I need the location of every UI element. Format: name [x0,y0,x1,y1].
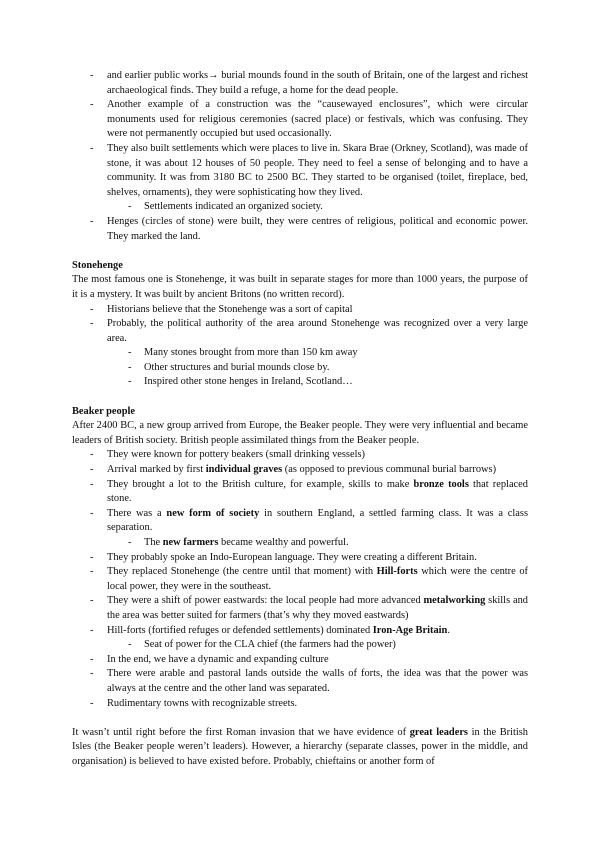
list-item [72,594,528,623]
stonehenge-paragraph: The most famous one is Stonehenge, it was built in separate stages for more than 1000 years, the purpose of it is a mystery. It was built by ancient Britons (no written record). [72,274,528,300]
text-run: They were a shift of power eastwards: the local people had more advanced [107,595,424,607]
list-item [72,697,528,712]
sub-list-item [72,375,528,390]
dash-bullet-marker: - [128,201,132,213]
dash-bullet-marker: - [90,624,94,636]
text-run: Another example of a construction was the “causewayed enclosures”, which were circular monuments used for religious ceremonies (sacred place) or festivals, which was confusing. They were not permanently occupied but used occasionally. [107,99,528,140]
text-run: They probably spoke an Indo-European language. They were creating a different Britain. [107,551,477,563]
list-item [72,565,528,594]
dash-bullet-marker: - [90,215,94,227]
list-item [72,653,528,668]
text-run: . [447,624,450,636]
text-run: The [144,537,163,548]
dash-bullet-marker: - [90,464,94,476]
dash-bullet-marker: - [90,70,94,81]
list-item-text [107,449,365,460]
list-item [72,303,528,318]
list-item [72,317,528,346]
text-run: Historians believe that the Stonehenge was a sort of capital [107,303,353,315]
list-item-text [107,70,528,96]
dash-bullet-marker: - [90,566,94,578]
bold-term: new form of society [166,507,260,519]
text-run: and earlier public works [107,70,209,81]
sub-list-item [72,638,528,653]
list-item-text [107,216,528,242]
dash-bullet-marker: - [90,318,94,330]
dash-bullet-marker: - [90,653,94,665]
list-item [72,69,528,98]
sub-list-item [72,361,528,376]
text-run: Arrival marked by first [107,464,206,476]
text-run: They brought a lot to the British culture, for example, skills to make [107,478,414,490]
spacer [72,711,528,726]
list-item [72,142,528,200]
text-run: They were known for pottery beakers (small drinking vessels) [107,449,365,461]
text-run: → [208,70,219,81]
dash-bullet-marker: - [128,361,132,373]
text-run: In the end, we have a dynamic and expanding culture [107,653,329,665]
sub-list-item-text: Inspired other stone henges in Ireland, Scotland… [144,376,353,388]
text-run: Rudimentary towns with recognizable streets. [107,697,298,709]
text-run: They also built settlements which were places to live in. Skara Brae (Orkney, Scotland), was made of stone, it was about 12 houses of 50 people. They need to feel a sense of belonging and to have a community. It was from 3180 BC to 2500 BC. They started to be organised (toilet, fireplace, bed, shelves, ornaments), they were sophisticating how they lived. [107,142,528,198]
list-item-text [107,595,528,621]
list-item-text [107,566,528,592]
dash-bullet-marker: - [128,376,132,388]
list-item [72,448,528,463]
document-body [72,69,528,770]
text-run: in the British Isles (the Beaker people weren’t leaders). However, a hierarchy (separate classes, power in the middle, and organisation) is believed to have existed before. Probably, chieftains or another form of [72,726,528,767]
bold-term: Hill-forts [376,566,418,578]
bold-term: new farmers [162,537,219,548]
text-run: It wasn’t until right before the first Roman invasion that we have evidence of [72,726,410,738]
list-item-text [107,143,528,198]
text-run: There was a [107,507,167,519]
sub-list-item-text: Seat of power for the CLA chief (the farmers had the power) [144,639,396,651]
text-run: that replaced stone. [107,478,528,505]
sub-list-item-text: Settlements indicated an organized society. [144,201,323,213]
dash-bullet-marker: - [90,668,94,680]
stonehenge-bullet-list [72,303,528,391]
text-run: (as opposed to previous communal burial barrows) [282,464,497,476]
list-item [72,507,528,536]
beaker-heading: Beaker people [72,405,136,417]
list-item-text [107,318,528,344]
text-run: which were the centre of local power, they were in the southeast. [107,566,528,592]
text-run: They replaced Stonehenge (the centre until that moment) with [107,566,377,578]
list-item-text [107,625,450,636]
list-item-text [107,552,477,563]
text-run: Hill-forts (fortified refuges or defended settlements) dominated [107,624,373,636]
sub-list-item-text: Many stones brought from more than 150 km away [144,347,358,359]
dash-bullet-marker: - [128,639,132,651]
dash-bullet-marker: - [128,537,132,548]
sub-list-item [72,536,528,551]
beaker-paragraph: After 2400 BC, a new group arrived from Europe, the Beaker people. They were very influential and became leaders of British society. British people assimilated things from the Beaker people. [72,420,528,446]
dash-bullet-marker: - [128,347,132,359]
dash-bullet-marker: - [90,449,94,461]
intro-bullet-list [72,69,528,244]
dash-bullet-marker: - [90,507,94,519]
sub-list-item-text [144,537,349,548]
dash-bullet-marker: - [90,697,94,709]
list-item [72,667,528,696]
list-item-text [107,668,528,694]
sub-list-item [72,346,528,361]
bold-term: individual graves [205,464,283,476]
text-run: Henges (circles of stone) were built, they were centres of religious, political and economic power. They marked the land. [107,215,528,242]
list-item-text [107,304,353,315]
list-item-text [107,464,496,475]
beaker-bullet-list [72,448,528,711]
list-item-text [107,698,297,709]
dash-bullet-marker: - [90,595,94,607]
text-run: in southern England, a settled farming class. It was a class separation. [107,507,529,534]
list-item [72,551,528,566]
text-run: There were arable and pastoral lands outside the walls of forts, the idea was that the power was always at the centre and the other land was separated. [107,668,528,694]
dash-bullet-marker: - [90,303,94,315]
text-run: burial mounds found in the south of Britain, one of the largest and richest archaeological finds. They build a refuge, a home for the dead people. [107,70,529,96]
bold-term: metalworking [423,595,486,607]
list-item-text [107,654,329,665]
bold-term: great leaders [409,726,468,738]
list-item [72,624,528,639]
list-item-text [107,99,528,139]
dash-bullet-marker: - [90,551,94,563]
list-item [72,478,528,507]
sub-list-item [72,200,528,215]
list-item [72,98,528,142]
dash-bullet-marker: - [90,142,94,154]
text-run: skills and the area was better suited for farmers (that’s why they moved eastwards) [107,595,528,621]
dash-bullet-marker: - [90,478,94,490]
dash-bullet-marker: - [90,99,94,111]
list-item-text [107,508,528,534]
closing-paragraph [72,726,528,770]
list-item [72,215,528,244]
bold-term: bronze tools [413,478,469,490]
text-run: became wealthy and powerful. [218,537,349,548]
bold-term: Iron-Age Britain [372,624,448,636]
list-item-text [107,479,528,505]
stonehenge-heading: Stonehenge [72,259,123,271]
list-item [72,463,528,478]
text-run: Probably, the political authority of the area around Stonehenge was recognized over a very large area. [107,318,528,344]
sub-list-item-text: Other structures and burial mounds close by. [144,361,330,373]
